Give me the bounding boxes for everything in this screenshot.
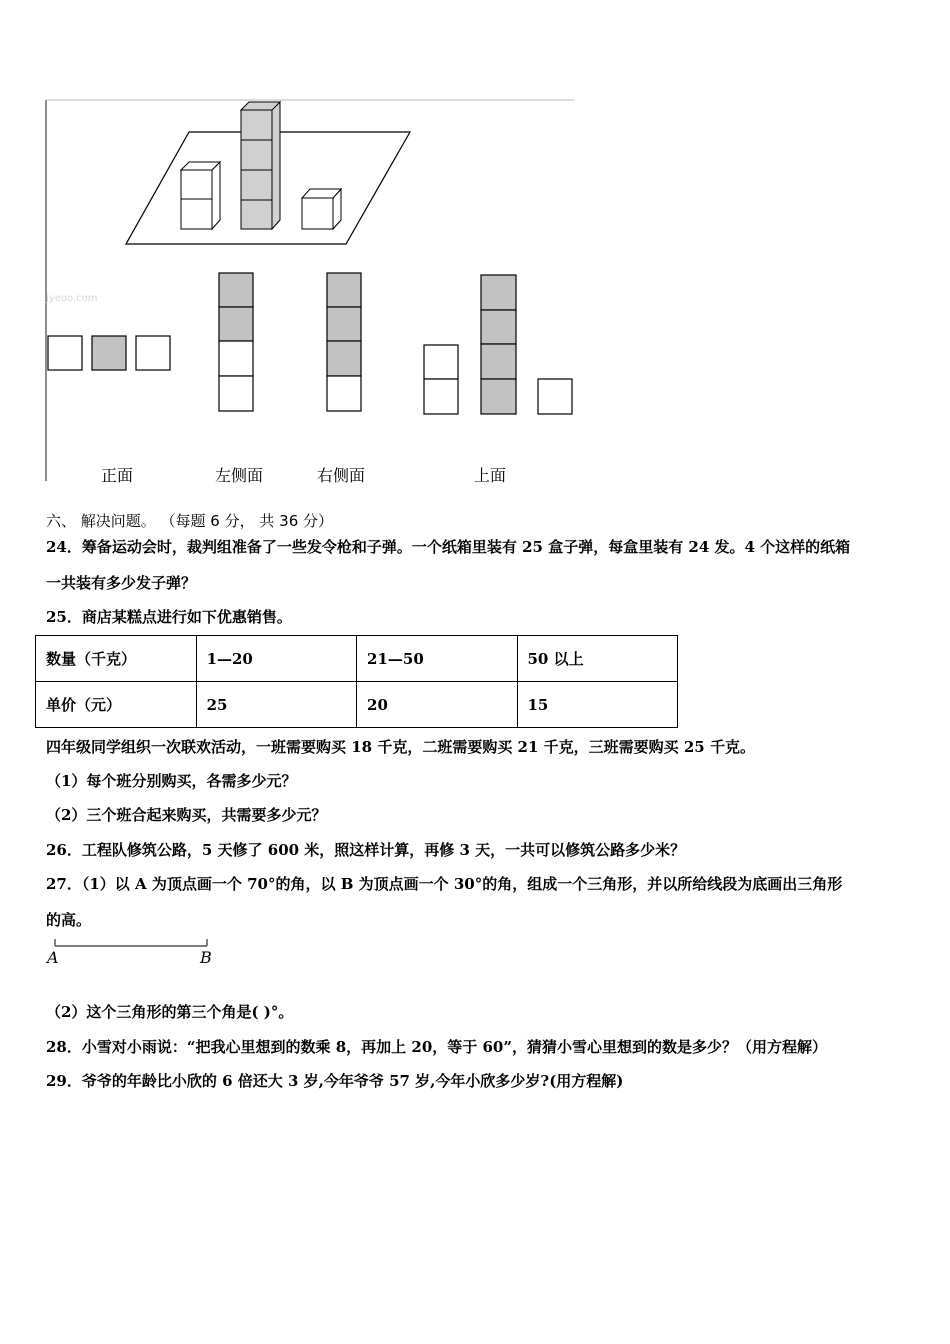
price-table [35,635,678,728]
q25-description: 四年级同学组织一次联欢活动，一班需要购买 18 千克，二班需要购买 21 千克，三班需要购买 25 千克。 [46,738,755,756]
table-row [36,682,678,728]
table-cell: 50 以上 [517,636,678,682]
q24-line1: 24．筹备运动会时，裁判组准备了一些发令枪和子弹。一个纸箱里装有 25 盒子弹，每盒里装有 24 发。4 个这样的纸箱 [46,538,851,556]
view-front [48,336,170,370]
table-cell: 1—20 [196,636,356,682]
q27-line1: 27．（1）以 A 为顶点画一个 70°的角，以 B 为顶点画一个 30°的角，组成一个三角形，并以所给线段为底画出三角形 [46,875,843,893]
view-left-side [219,273,253,411]
cube-views-figure [44,98,576,483]
q25-sub2: （2）三个班合起来购买，共需要多少元？ [46,806,327,824]
table-cell: 15 [517,682,678,728]
view-label-left: 左侧面 [215,466,264,485]
cube-stack-left [181,162,220,229]
q24-line2: 一共装有多少发子弹？ [46,574,197,592]
point-label-b: B [200,948,212,967]
point-label-a: A [47,948,59,967]
table-cell: 21—50 [357,636,517,682]
segment-ab [46,936,216,950]
q27-line2: 的高。 [46,911,92,929]
view-label-right: 右侧面 [317,466,366,485]
table-cell: 数量（千克） [36,636,197,682]
view-top [424,275,572,414]
view-label-front: 正面 [101,466,134,485]
q27-sub2: （2）这个三角形的第三个角是( )°。 [46,1003,294,1021]
q28: 28．小雪对小雨说：“把我心里想到的数乘 8，再加上 20，等于 60”，猜猜小雪心里想到的数是多少？（用方程解） [46,1038,827,1056]
view-label-top: 上面 [474,466,507,485]
view-right-side [327,273,361,411]
table-cell: 25 [196,682,356,728]
q25-intro: 25．商店某糕点进行如下优惠销售。 [46,608,292,626]
q29: 29．爷爷的年龄比小欣的 6 倍还大 3 岁,今年爷爷 57 岁,今年小欣多少岁?(用方程解) [46,1072,624,1090]
cube-single-right [302,189,341,229]
table-cell: 20 [357,682,517,728]
q25-sub1: （1）每个班分别购买，各需多少元？ [46,772,297,790]
table-cell: 单价（元） [36,682,197,728]
section-heading: 六、 解决问题。 （每题 6 分， 共 36 分） [46,512,334,530]
table-row [36,636,678,682]
watermark: jyeoo.com [46,293,98,304]
cube-stack-tall [241,102,280,229]
q26: 26．工程队修筑公路，5 天修了 600 米，照这样计算，再修 3 天，一共可以修筑公路多少米？ [46,841,686,859]
